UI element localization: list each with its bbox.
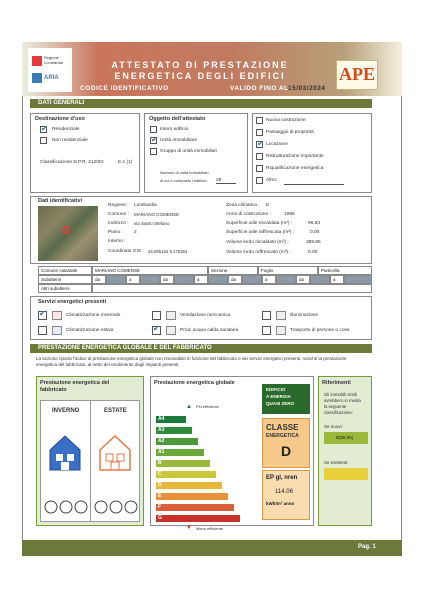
- subalterni-da-2: da: [160, 275, 174, 284]
- riferimenti-title: Riferimenti: [322, 380, 351, 386]
- validity-value: 15/03/2024: [288, 85, 326, 92]
- aria-name: ARIA: [44, 75, 59, 81]
- prestazione-section-bar: PRESTAZIONE ENERGETICA GLOBALE E DEL FABBRICATO: [30, 344, 372, 353]
- destinazione-title: Destinazione d'uso: [35, 116, 85, 122]
- subalterni-a-4: a: [330, 275, 344, 284]
- riferimenti-text-4: classificazione:: [324, 410, 353, 415]
- fabbricato-title-2: fabbricato: [40, 387, 67, 393]
- se-esistenti-value: [324, 468, 368, 480]
- coordinate-label: Coordinate GIS :: [108, 249, 144, 254]
- ep-badge: [262, 470, 310, 520]
- numero-unita-label1: Numero di unità immobiliari: [160, 170, 209, 175]
- region-name: Regione Lombardia: [44, 55, 63, 65]
- code-label: CODICE IDENTIFICATIVO: [80, 85, 169, 92]
- class-bar-d: D: [156, 482, 222, 489]
- comune-catastale-value: MARIANO COMENSE: [92, 266, 208, 275]
- general-section-bar: DATI GENERALI: [30, 99, 372, 108]
- piano-value: 2: [134, 230, 137, 235]
- arrow-up-icon: ▲: [186, 404, 192, 410]
- clim-estiva-label: Climatizzazione estiva: [66, 328, 114, 333]
- subalterni-header: Subalterni: [38, 275, 92, 284]
- ventilazione-label: Ventilazione meccanica: [180, 313, 231, 318]
- acqua-calda-checkbox[interactable]: [152, 326, 161, 335]
- gruppo-unita-checkbox[interactable]: [150, 148, 157, 155]
- comune-catastale-header: Comune catastale: [38, 266, 92, 275]
- regione-value: Lombardia: [134, 203, 157, 208]
- ristrutturazione-label: Ristrutturazione importante: [266, 154, 324, 159]
- class-bar-c: C: [156, 471, 216, 478]
- locazione-checkbox[interactable]: [256, 141, 263, 148]
- gruppo-unita-label: Gruppo di unità immobiliari: [160, 149, 218, 154]
- clim-invernale-label: Climatizzazione invernale: [66, 313, 121, 318]
- subalterni-da-3: da: [228, 275, 242, 284]
- unita-immobiliare-label: Unità immobiliare: [160, 138, 198, 143]
- arrow-down-icon: ▼: [186, 525, 192, 531]
- comune-value: MARIANO COMENSE: [134, 212, 180, 217]
- subalterni-grey-8: [344, 275, 372, 284]
- meno-efficiente-label: Meno efficiente: [196, 526, 224, 531]
- classificazione-label: Classificazione D.P.R. 412/93:: [40, 160, 105, 165]
- zero-energy-line2: A ENERGIA: [266, 394, 291, 399]
- subalterni-grey-6: [276, 275, 296, 284]
- altro-checkbox[interactable]: [256, 177, 263, 184]
- subalterni-grey-4: [208, 275, 228, 284]
- sup-risc-label: Superficie utile riscaldata (m²) :: [226, 221, 293, 226]
- shower-icon: [166, 326, 176, 335]
- classificazione-value: E.1 (1): [118, 160, 133, 165]
- class-bar-a2: A2: [156, 438, 198, 445]
- subalterni-a-2: a: [194, 275, 208, 284]
- piu-efficiente-label: Più efficiente: [196, 404, 219, 409]
- region-logo: [28, 48, 72, 92]
- trasporto-checkbox[interactable]: [262, 326, 271, 335]
- numero-unita-label2: di cui è composto l'edificio:: [160, 178, 208, 183]
- snowflake-icon: [52, 326, 62, 335]
- subalterni-da-4: da: [296, 275, 310, 284]
- indirizzo-value: via Santo Stefano: [134, 221, 170, 226]
- servizi-title: Servizi energetici presenti: [38, 299, 107, 305]
- prestazione-description: La sezione riporta l'indice di prestazione energetica globale non rinnovabile in funzione del fabbricato e dei servizi energetici presenti, nonché la prestazione energetica del fabbricato, al netto del rendimento degli impianti presenti.: [36, 356, 347, 367]
- lightbulb-icon: [276, 311, 286, 320]
- subalterni-da-1: da: [92, 275, 106, 284]
- acqua-calda-label: Prod. acqua calda sanitaria: [180, 328, 239, 333]
- class-bar-g: G: [156, 515, 240, 522]
- classe-label: CLASSE: [266, 423, 299, 432]
- unita-immobiliare-checkbox[interactable]: [150, 137, 157, 144]
- non-residenziale-label: Non residenziale: [52, 138, 88, 143]
- vol-raff-label: Volume lordo raffrescato (m³) :: [226, 250, 291, 255]
- intero-edificio-checkbox[interactable]: [150, 126, 157, 133]
- illuminazione-label: Illuminazione: [290, 313, 318, 318]
- class-bar-f: F: [156, 504, 234, 511]
- se-nuovi-label: Se nuovi:: [324, 424, 343, 429]
- subalterni-a-3: a: [262, 275, 276, 284]
- ape-logo: [336, 60, 378, 90]
- winter-house-icon: [46, 432, 84, 472]
- interno-label: Interno :: [108, 239, 126, 244]
- sup-risc-value: 96.83: [308, 221, 321, 226]
- map-marker-icon: [62, 226, 70, 234]
- indirizzo-label: Indirizzo :: [108, 221, 129, 226]
- zona-label: Zona climatica :: [226, 203, 260, 208]
- altro-input-line[interactable]: [284, 184, 344, 185]
- classe-value: D: [281, 443, 292, 459]
- subalterni-grey-3: [174, 275, 194, 284]
- identificativi-title: Dati identificativi: [38, 198, 83, 204]
- residenziale-label: Residenziale: [52, 127, 80, 132]
- se-nuovi-value: B(58,95): [324, 432, 368, 444]
- foglio-header: Foglio: [258, 266, 318, 275]
- fan-icon: [166, 311, 176, 320]
- oggetto-title: Oggetto dell'attestato: [149, 116, 206, 122]
- summer-house-icon: [96, 432, 134, 472]
- illuminazione-checkbox[interactable]: [262, 311, 271, 320]
- passaggio-proprieta-checkbox[interactable]: [256, 129, 263, 136]
- ape-logo-text: APE: [339, 64, 375, 84]
- residenziale-checkbox[interactable]: [40, 126, 47, 133]
- aria-logo-icon: [32, 73, 42, 83]
- altri-subalterni-value: [92, 284, 372, 293]
- satellite-map-image: [38, 206, 98, 261]
- numero-unita-value: 28: [216, 178, 236, 184]
- sup-raff-value: 0.00: [310, 230, 320, 235]
- class-bar-a1: A1: [156, 449, 204, 456]
- particella-header: Particella: [318, 266, 372, 275]
- title-line1: ATTESTATO DI PRESTAZIONE: [111, 60, 289, 70]
- regione-label: Regione :: [108, 203, 129, 208]
- anno-value: 1995: [284, 212, 295, 217]
- riferimenti-text-3: la seguente: [324, 404, 347, 409]
- title-line2: ENERGETICA DEGLI EDIFICI: [114, 71, 286, 81]
- class-bar-a3: A3: [156, 427, 192, 434]
- globale-title: Prestazione energetica globale: [154, 380, 235, 386]
- class-bar-b: B: [156, 460, 210, 467]
- class-bar-a4: A4: [156, 416, 186, 423]
- nuova-costruzione-label: Nuova costruzione: [266, 118, 306, 123]
- riferimenti-text-2: avrebbero in media: [324, 398, 361, 403]
- vol-raff-value: 0.00: [308, 250, 318, 255]
- page-number: Pag. 1: [358, 544, 376, 550]
- riqualificazione-label: Riqualificazione energetica: [266, 166, 324, 171]
- summer-smiley-icons: [94, 500, 138, 514]
- sup-raff-label: Superficie utile raffrescata (m²) :: [226, 230, 295, 235]
- estate-label: ESTATE: [104, 408, 127, 414]
- coordinate-value: 45,695184 9,175364: [148, 249, 188, 254]
- subalterni-grey-7: [310, 275, 330, 284]
- inverno-label: INVERNO: [52, 408, 80, 414]
- intero-edificio-label: Intero edificio: [160, 127, 189, 132]
- subalterni-grey-2: [140, 275, 160, 284]
- ep-label: EP gl, nren: [266, 475, 298, 481]
- region-logo-icon: [32, 56, 42, 66]
- altri-subalterni-header: Altri subalterni: [38, 284, 92, 293]
- passaggio-proprieta-label: Passaggio di proprietà: [266, 130, 314, 135]
- class-bar-e: E: [156, 493, 228, 500]
- piano-label: Piano :: [108, 230, 123, 235]
- comune-label: Comune :: [108, 212, 129, 217]
- clim-estiva-checkbox[interactable]: [38, 326, 47, 335]
- riferimenti-text-1: Gli immobili simili: [324, 392, 357, 397]
- subalterni-grey-5: [242, 275, 262, 284]
- radiator-icon: [52, 311, 62, 320]
- non-residenziale-checkbox[interactable]: [40, 137, 47, 144]
- nuova-costruzione-checkbox[interactable]: [256, 117, 263, 124]
- zero-energy-line3: QUASI ZERO: [266, 401, 295, 406]
- subalterni-a-1: a: [126, 275, 140, 284]
- ventilazione-checkbox[interactable]: [152, 311, 161, 320]
- ristrutturazione-checkbox[interactable]: [256, 153, 263, 160]
- zona-value: E: [266, 203, 270, 208]
- clim-invernale-checkbox[interactable]: [38, 311, 47, 320]
- locazione-label: Locazione: [266, 142, 288, 147]
- fabbricato-divider: [90, 400, 91, 522]
- se-esistenti-label: Se esistenti:: [324, 460, 349, 465]
- anno-label: Anno di costruzione :: [226, 212, 271, 217]
- riqualificazione-checkbox[interactable]: [256, 165, 263, 172]
- footer-bar: [22, 540, 402, 556]
- zero-energy-line1: EDIFICIO: [266, 387, 286, 392]
- validity-label: VALIDO FINO AL:: [230, 85, 292, 92]
- zero-energy-badge: [262, 384, 310, 414]
- ep-value: 114.06: [275, 489, 293, 495]
- energetica-label: ENERGETICA: [266, 433, 299, 439]
- sezione-header: Sezione: [208, 266, 258, 275]
- altro-label: Altro:: [266, 178, 278, 183]
- ep-unit: kWh/m² anno: [266, 501, 295, 506]
- vol-risc-value: 389.65: [306, 240, 321, 245]
- fabbricato-title-1: Prestazione energetica del: [40, 380, 110, 386]
- classe-badge: [262, 418, 310, 468]
- winter-smiley-icons: [44, 500, 88, 514]
- subalterni-grey-1: [106, 275, 126, 284]
- trasporto-label: Trasporto di persone o cose: [290, 328, 350, 333]
- vol-risc-label: Volume lordo riscaldato (m³) :: [226, 240, 289, 245]
- elevator-icon: [276, 326, 286, 335]
